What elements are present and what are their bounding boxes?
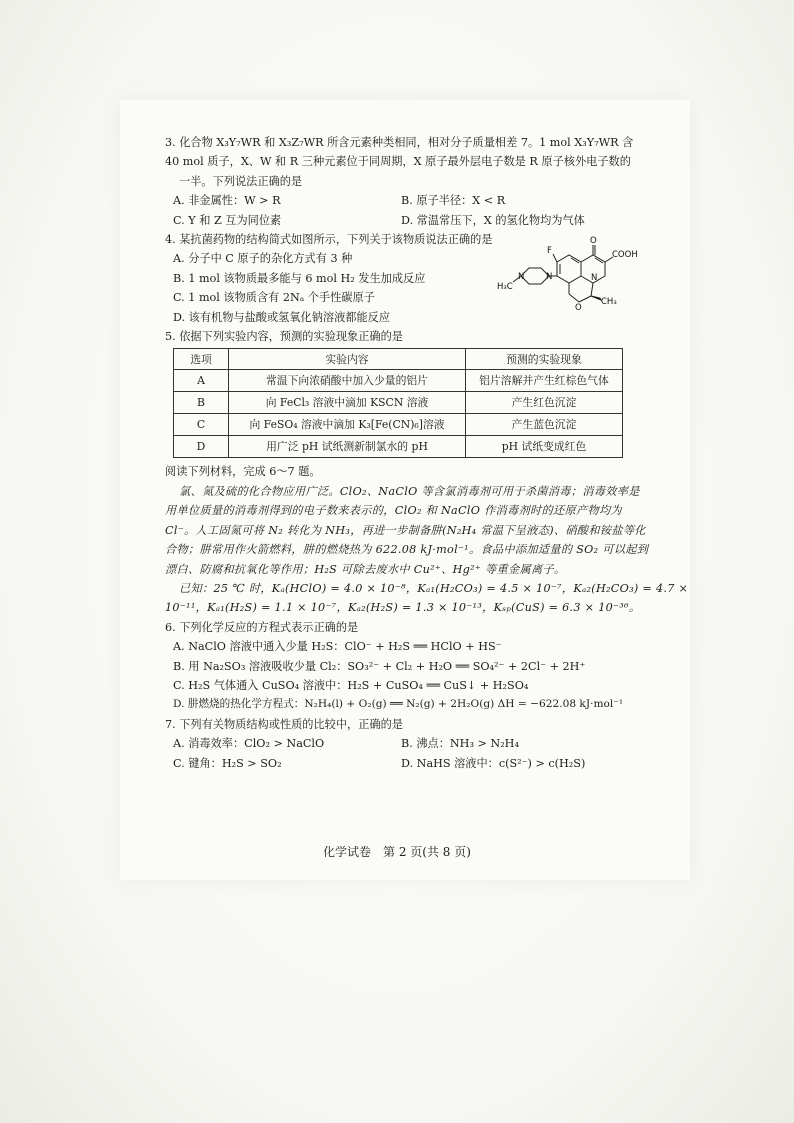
q3-stem-line-1: 3. 化合物 X₃Y₇WR 和 X₃Z₇WR 所含元素种类相同，相对分子质量相差 7。1 mol X₃Y₇WR 含: [165, 136, 634, 149]
q3-options-row-2: [165, 211, 637, 230]
q6-option-b: B. 用 Na₂SO₃ 溶液吸收少量 Cl₂：SO₃²⁻ + Cl₂ + H₂O ══ SO₄²⁻ + 2Cl⁻ + 2H⁺: [173, 659, 586, 673]
q3-option-b: B. 原子半径：X < R: [401, 194, 506, 208]
q4-option-c: C. 1 mol 该物质含有 2Nₐ 个手性碳原子: [173, 291, 375, 305]
q3-options-row-1: [165, 191, 637, 210]
table-cell: 产生红色沉淀: [466, 392, 623, 414]
q5-stem: 5. 依据下列实验内容，预测的实验现象正确的是: [165, 330, 403, 344]
benzene-ring: [557, 255, 581, 283]
q6-option-d: D. 肼燃烧的热化学方程式：N₂H₄(l) + O₂(g) ══ N₂(g) + 2H₂O(g) ΔH = −622.08 kJ·mol⁻¹: [173, 698, 624, 711]
q7-option-a: A. 消毒效率：ClO₂ > NaClO: [173, 737, 325, 751]
table-cell: 产生蓝色沉淀: [466, 414, 623, 436]
table-cell: 向 FeSO₄ 溶液中滴加 K₃[Fe(CN)₆]溶液: [229, 414, 466, 436]
q7-option-d: D. NaHS 溶液中：c(S²⁻) > c(H₂S): [401, 756, 586, 770]
table-row: [174, 392, 623, 414]
struct-label-o-ether: O: [575, 303, 582, 314]
table-header-row: [174, 349, 623, 370]
page-footer: 化学试卷 第 2 页(共 8 页): [323, 845, 471, 859]
question-4: [165, 230, 637, 327]
q6-stem: 6. 下列化学反应的方程式表示正确的是: [165, 620, 359, 634]
molecule-structure-diagram: [495, 232, 645, 314]
q7-option-c: C. 键角：H₂S > SO₂: [173, 756, 282, 770]
table-header: 选项: [174, 349, 229, 370]
struct-label-ch3: CH₃: [601, 297, 617, 308]
table-cell: 用广泛 pH 试纸测新制氯水的 pH: [229, 436, 466, 458]
table-header: 预测的实验现象: [466, 349, 623, 370]
q4-stem: 4. 某抗菌药物的结构简式如图所示，下列关于该物质说法正确的是: [165, 233, 493, 247]
q3-stem-line-3: 一半。下列说法正确的是: [179, 174, 303, 188]
q4-option-a: A. 分子中 C 原子的杂化方式有 3 种: [173, 252, 353, 266]
exam-content: [165, 133, 689, 773]
table-row: [174, 370, 623, 392]
piperazine-ring: [521, 268, 549, 284]
q4-option-b: B. 1 mol 该物质最多能与 6 mol H₂ 发生加成反应: [173, 271, 426, 285]
reading-line-5: 漂白、防腐和抗氧化等作用；H₂S 可除去废水中 Cu²⁺、Hg²⁺ 等重金属离子。: [165, 562, 566, 576]
experiment-table: [173, 348, 623, 458]
struct-label-cooh: COOH: [612, 250, 638, 261]
q7-options-row-2: [165, 754, 637, 773]
struct-label-n-methyl: N: [518, 272, 525, 283]
struct-label-h3c: H₃C: [497, 282, 513, 293]
table-row: [174, 436, 623, 458]
table-cell: D: [174, 436, 229, 458]
reading-line-3: Cl⁻。人工固氮可将 N₂ 转化为 NH₃，再进一步制备肼(N₂H₄ 常温下呈液态)、硝酸和铵盐等化: [165, 523, 646, 537]
table-cell: C: [174, 414, 229, 436]
reading-passage: [165, 482, 689, 618]
q6-option-c: C. H₂S 气体通入 CuSO₄ 溶液中：H₂S + CuSO₄ ══ CuS↓ + H₂SO₄: [173, 678, 529, 692]
q3-option-d: D. 常温常压下，X 的氢化物均为气体: [401, 213, 585, 227]
q3-option-c: C. Y 和 Z 互为同位素: [173, 213, 282, 227]
question-6: [165, 618, 637, 715]
reading-constants-line-2: 10⁻¹¹，Kₐ₁(H₂S) = 1.1 × 10⁻⁷，Kₐ₂(H₂S) = 1.3 × 10⁻¹³，Kₛₚ(CuS) = 6.3 × 10⁻³⁶。: [165, 601, 641, 615]
table-cell: A: [174, 370, 229, 392]
reading-line-4: 合物；肼常用作火箭燃料，肼的燃烧热为 622.08 kJ·mol⁻¹。食品中添加适量的 SO₂ 可以起到: [165, 543, 649, 557]
reading-constants-line-1: 已知：25 ℃ 时，Kₐ(HClO) = 4.0 × 10⁻⁸，Kₐ₁(H₂CO₃) = 4.5 × 10⁻⁷，Kₐ₂(H₂CO₃) = 4.7 ×: [179, 581, 689, 595]
struct-label-o-carbonyl: O: [590, 236, 597, 247]
table-row: [174, 414, 623, 436]
reading-line-2: 用单位质量的消毒剂得到的电子数来表示的，ClO₂ 和 NaClO 作消毒剂时的还原产物均为: [165, 504, 622, 518]
struct-label-n-piperazine: N: [546, 272, 553, 283]
reading-material: [165, 462, 689, 617]
struct-label-n-ring: N: [591, 273, 598, 284]
table-cell: pH 试纸变成红色: [466, 436, 623, 458]
table-header: 实验内容: [229, 349, 466, 370]
q3-stem-line-2: 40 mol 质子，X、W 和 R 三种元素位于同周期，X 原子最外层电子数是 R 原子核外电子数的: [165, 155, 631, 169]
struct-label-f: F: [547, 246, 552, 257]
table-cell: B: [174, 392, 229, 414]
q7-option-b: B. 沸点：NH₃ > N₂H₄: [401, 737, 519, 751]
table-cell: 常温下向浓硝酸中加入少量的铝片: [229, 370, 466, 392]
question-3: [165, 133, 637, 230]
table-cell: 铝片溶解并产生红棕色气体: [466, 370, 623, 392]
reading-line-1: 氯、氮及硫的化合物应用广泛。ClO₂、NaClO 等含氯消毒剂可用于杀菌消毒；消毒效率是: [179, 484, 640, 498]
question-5: [165, 327, 637, 458]
q6-option-a: A. NaClO 溶液中通入少量 H₂S：ClO⁻ + H₂S ══ HClO + HS⁻: [173, 640, 502, 654]
table-cell: 向 FeCl₃ 溶液中滴加 KSCN 溶液: [229, 392, 466, 414]
q7-options-row-1: [165, 734, 637, 753]
question-7: [165, 715, 637, 773]
q4-option-d: D. 该有机物与盐酸或氢氧化钠溶液都能反应: [173, 310, 391, 324]
reading-intro: 阅读下列材料，完成 6～7 题。: [165, 465, 321, 479]
q3-option-a: A. 非金属性：W > R: [173, 194, 281, 208]
q7-stem: 7. 下列有关物质结构或性质的比较中，正确的是: [165, 717, 403, 731]
